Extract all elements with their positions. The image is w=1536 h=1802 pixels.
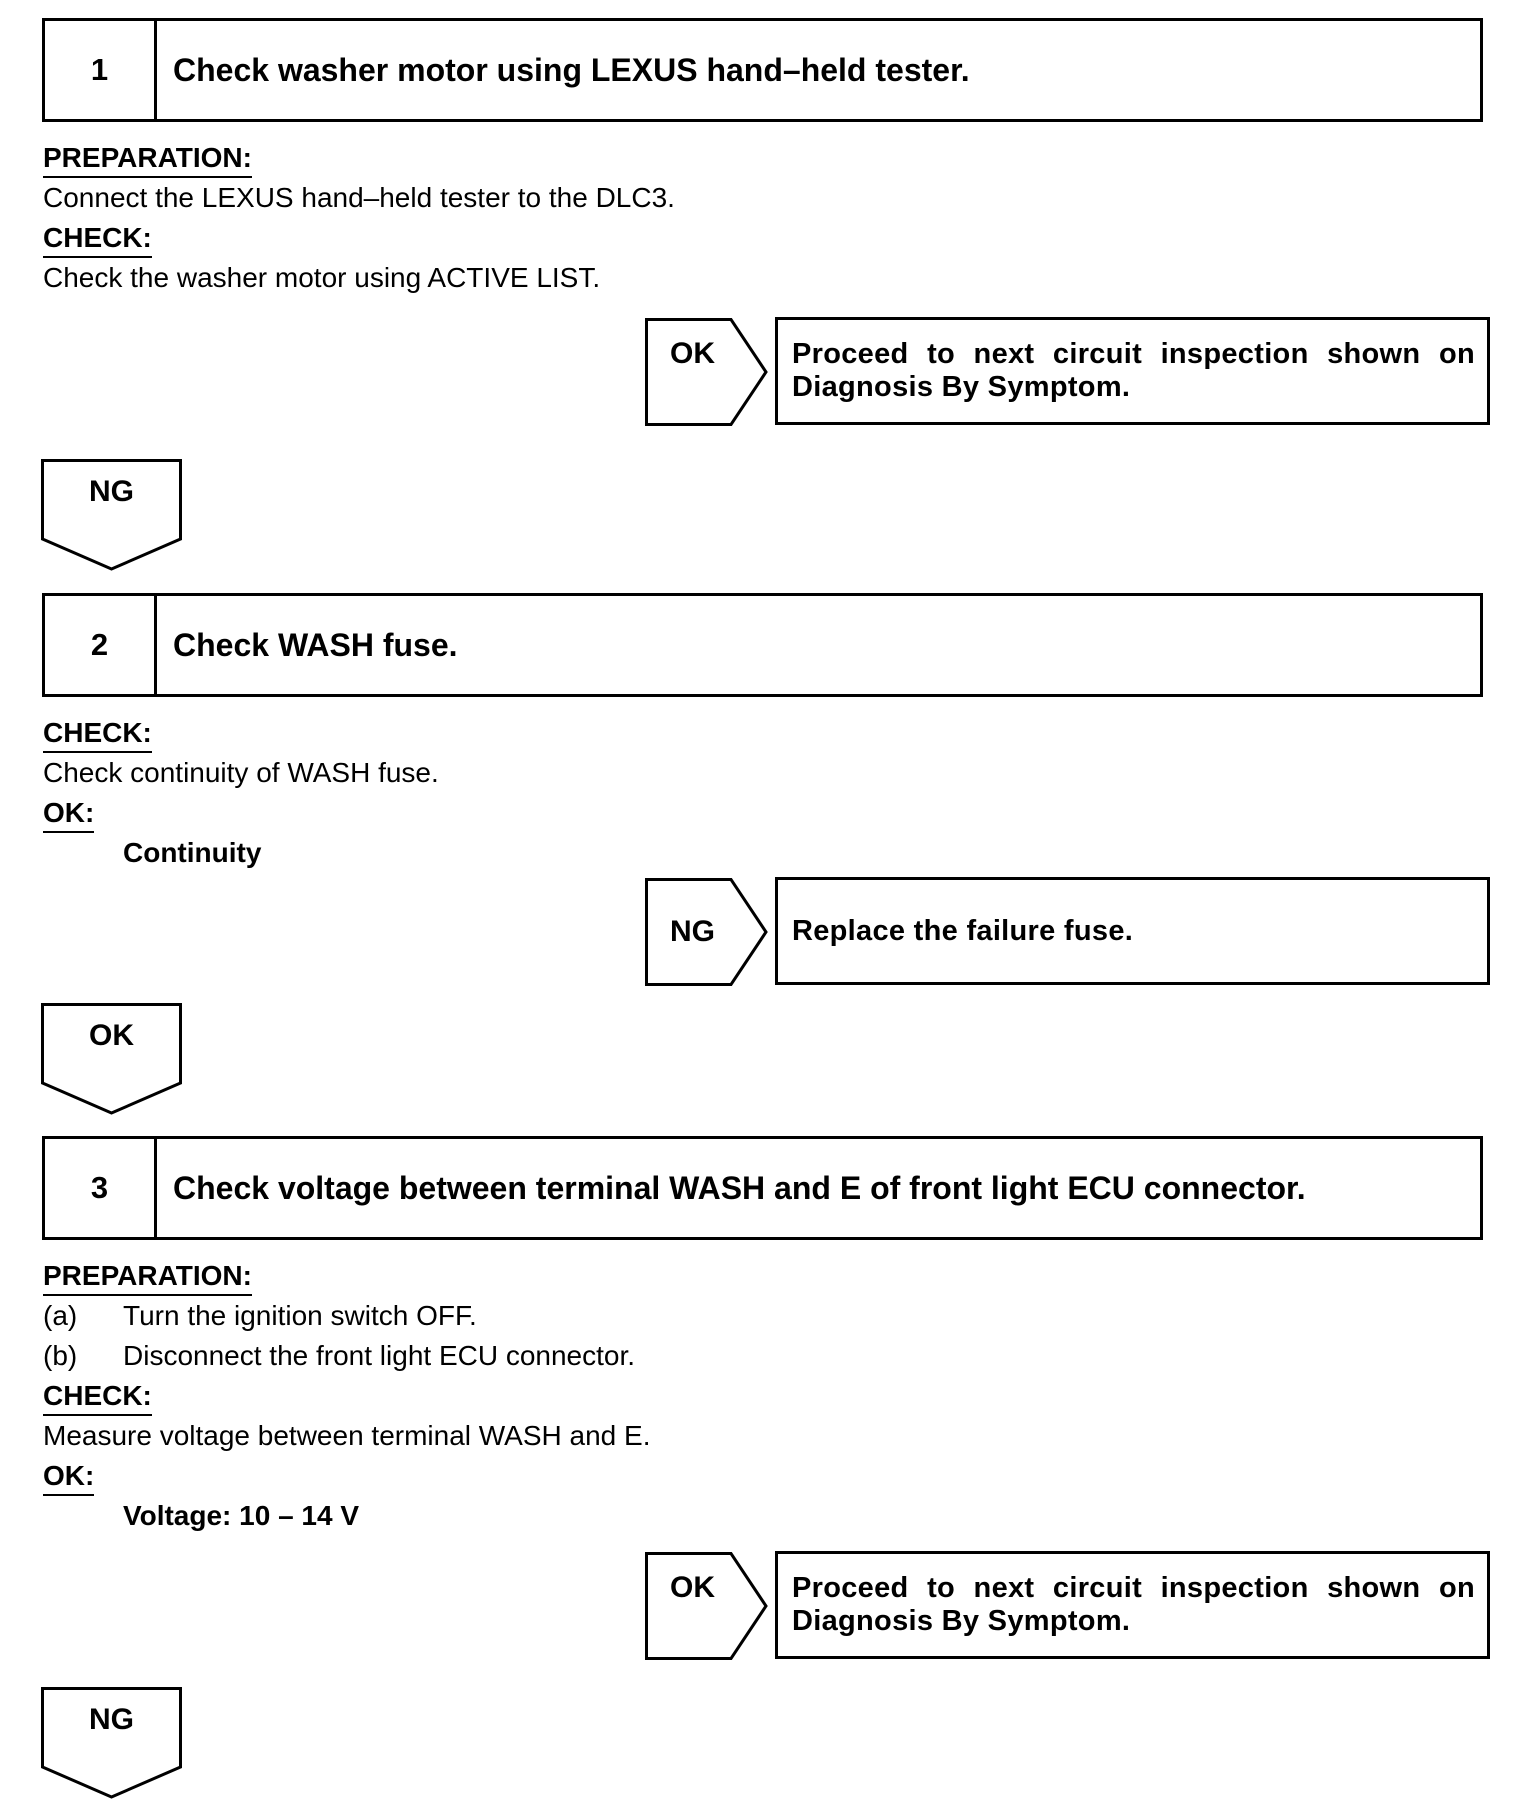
- step-title: Check WASH fuse.: [173, 626, 458, 663]
- step-1-ok-arrow: [645, 318, 770, 426]
- step-2-ng-arrow: [645, 878, 770, 986]
- ok-label: OK:: [43, 1460, 95, 1491]
- flow-label: NG: [89, 1703, 134, 1736]
- check-text: Check the washer motor using ACTIVE LIST.: [43, 262, 601, 293]
- check-label: CHECK:: [43, 222, 152, 253]
- preparation-label: PREPARATION:: [43, 142, 252, 173]
- step-3-ok-arrow: [645, 1552, 770, 1660]
- check-label: CHECK:: [43, 717, 152, 748]
- ok-label: OK:: [43, 797, 95, 828]
- step-3-header: [42, 1136, 1483, 1240]
- result-label: OK: [670, 1571, 715, 1604]
- step-2-header: [42, 593, 1483, 697]
- check-text: Measure voltage between terminal WASH and E.: [43, 1420, 651, 1451]
- step-2-ng-result: Replace the failure fuse.: [775, 877, 1490, 985]
- result-label: OK: [670, 337, 715, 370]
- step-3-ok-result: Proceed to next circuit inspection shown on Diagnosis By Symptom.: [775, 1551, 1490, 1659]
- preparation-label: PREPARATION:: [43, 1260, 252, 1291]
- step-number: 2: [45, 596, 157, 694]
- flow-label: NG: [89, 475, 134, 508]
- preparation-step-text: Disconnect the front light ECU connector.: [123, 1340, 636, 1371]
- check-text: Check continuity of WASH fuse.: [43, 757, 439, 788]
- step-3-ng-down-arrow: [41, 1687, 182, 1799]
- flow-label: OK: [89, 1019, 134, 1052]
- preparation-step-letter: (b): [43, 1340, 78, 1371]
- preparation-step-text: Turn the ignition switch OFF.: [123, 1300, 477, 1331]
- check-label: CHECK:: [43, 1380, 152, 1411]
- step-title: Check washer motor using LEXUS hand–held tester.: [173, 51, 970, 88]
- ok-spec: Continuity: [123, 837, 262, 868]
- preparation-step-letter: (a): [43, 1300, 78, 1331]
- ok-spec: Voltage: 10 – 14 V: [123, 1500, 360, 1531]
- step-1-ng-down-arrow: [41, 459, 182, 571]
- step-1-ok-result: Proceed to next circuit inspection shown on Diagnosis By Symptom.: [775, 317, 1490, 425]
- step-title: Check voltage between terminal WASH and E of front light ECU connector.: [173, 1169, 1306, 1206]
- step-number: 1: [45, 21, 157, 119]
- step-2-ok-down-arrow: [41, 1003, 182, 1115]
- result-label: NG: [670, 915, 715, 948]
- step-number: 3: [45, 1139, 157, 1237]
- preparation-text: Connect the LEXUS hand–held tester to the DLC3.: [43, 182, 675, 213]
- step-1-header: [42, 18, 1483, 122]
